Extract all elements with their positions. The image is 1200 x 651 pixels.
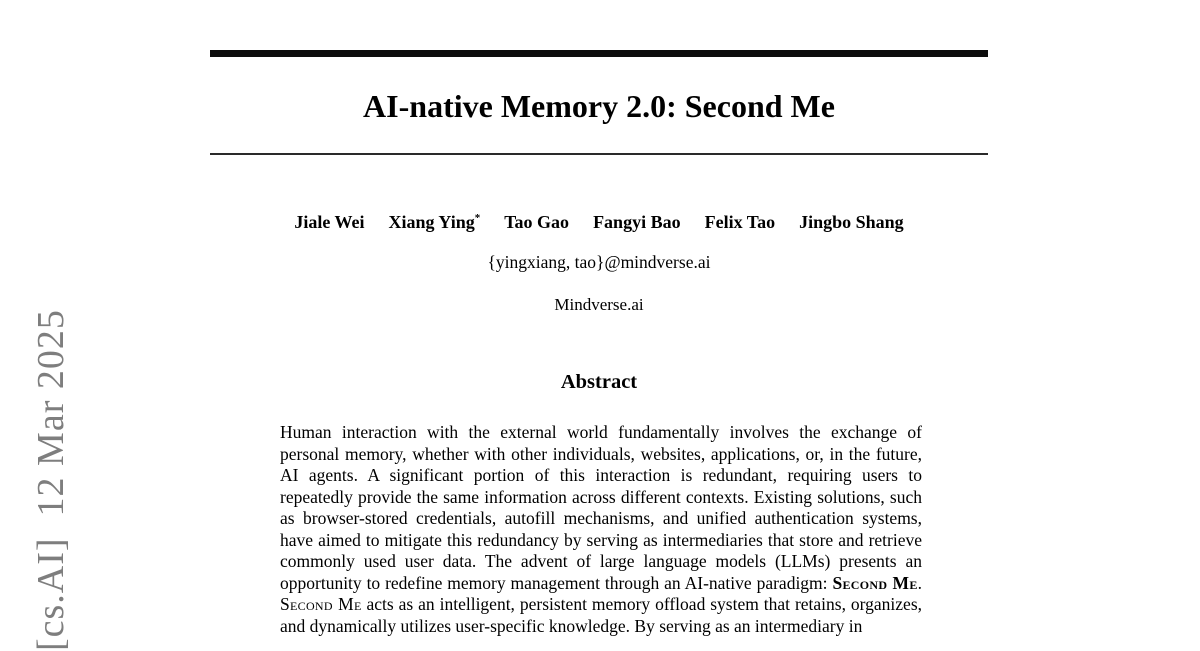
title-rule-top — [210, 50, 988, 57]
author-name: Fangyi Bao — [593, 212, 681, 232]
abstract-heading: Abstract — [560, 371, 638, 393]
authors-row — [210, 206, 988, 234]
author-name: Jiale Wei — [294, 212, 365, 232]
authors-email: {yingxiang, tao}@mindverse.ai — [487, 252, 711, 272]
paper-page — [210, 0, 988, 648]
arxiv-category-date-stamp: [cs.AI] 12 Mar 2025 — [30, 309, 72, 651]
author-name: Xiang Ying* — [388, 212, 481, 232]
abstract-part3: acts as an intelligent, persistent memory offload system that retains, organizes, and dynamically utilizes user-specific knowledge. By serving as an intermediary in — [280, 594, 923, 636]
paper-title: AI-native Memory 2.0: Second Me — [363, 88, 835, 124]
title-rule-bottom — [210, 153, 988, 155]
secondme-smallcaps-bold: Second Me — [832, 572, 918, 593]
secondme-smallcaps: Second Me — [280, 594, 362, 614]
author-name: Felix Tao — [704, 212, 776, 232]
abstract-part1: Human interaction with the external world fundamentally involves the exchange of personal memory, whether with other individuals, websites, applications, or, in the future, AI agents. A significant portion of this interaction is redundant, requiring users to repeatedly provide the same information across different contexts. Existing solutions, such as browser-stored credentials, autofill mechanisms, and unified authentication systems, have aimed to mitigate this redundancy by serving as intermediaries that store and retrieve commonly used user data. The advent of large language models (LLMs) presents an opportunity to redefine memory management through an AI-native paradigm: — [280, 422, 922, 593]
abstract-text — [280, 422, 922, 637]
author-name: Jingbo Shang — [799, 212, 904, 232]
affiliation: Mindverse.ai — [554, 295, 644, 314]
abstract-part2: . — [917, 572, 923, 593]
author-name: Tao Gao — [504, 212, 570, 232]
author-footnote-mark: * — [474, 212, 481, 224]
